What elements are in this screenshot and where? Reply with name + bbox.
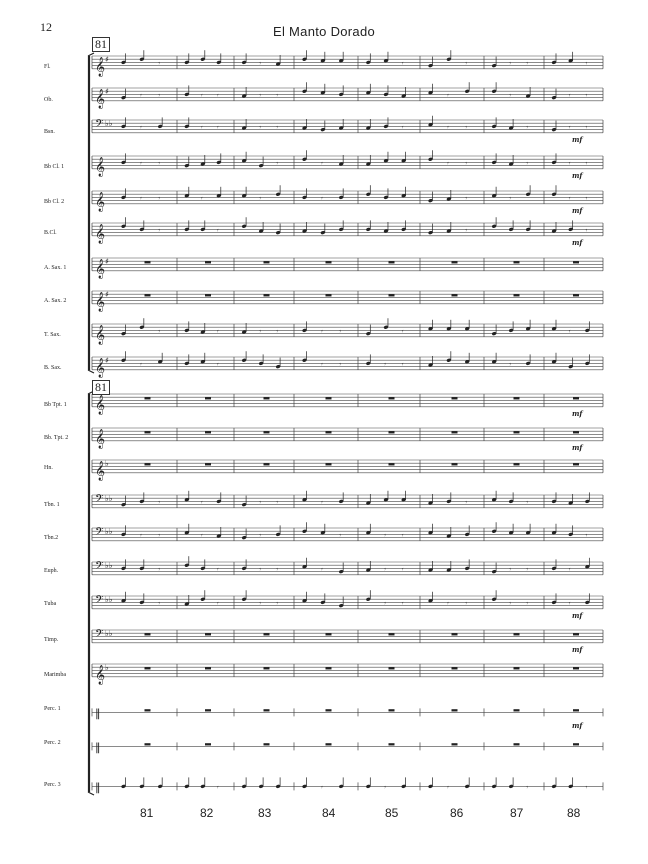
rest-icon: 𝄾 <box>401 360 404 369</box>
instrument-label: Bb Tpt. 1 <box>44 402 67 408</box>
staff-17 <box>92 590 603 609</box>
rest-icon: 𝄾 <box>158 565 161 574</box>
dynamic-marking: mf <box>572 610 583 620</box>
whole-rest-icon <box>452 709 458 711</box>
rest-icon: 𝄾 <box>401 599 404 608</box>
rest-icon: 𝄾 <box>465 599 468 608</box>
key-signature-icon: ♭ <box>105 459 109 468</box>
whole-rest-icon <box>205 463 211 465</box>
whole-rest-icon <box>573 633 579 635</box>
rest-icon: 𝄾 <box>509 91 511 100</box>
staff-13 <box>92 459 603 481</box>
instrument-label: Ob. <box>44 97 53 103</box>
rest-icon: 𝄾 <box>383 531 386 540</box>
whole-rest-icon <box>145 633 151 635</box>
clef-icon: 𝄢 <box>95 628 104 643</box>
rest-icon: 𝄾 <box>259 531 261 540</box>
key-signature-icon: ♯ <box>105 356 109 365</box>
dynamic-marking: mf <box>572 408 583 418</box>
clef-icon: 𝄢 <box>95 526 104 541</box>
rest-icon: 𝄾 <box>200 123 203 132</box>
rest-icon: 𝄾 <box>276 123 278 132</box>
rest-icon: 𝄾 <box>526 123 528 132</box>
rest-icon: 𝄾 <box>509 360 511 369</box>
rest-icon: 𝄾 <box>339 327 342 336</box>
rest-icon: 𝄾 <box>383 599 386 608</box>
instrument-label: Bb. Tpt. 2 <box>44 435 69 441</box>
whole-rest-icon <box>264 709 270 711</box>
whole-rest-icon <box>389 261 395 263</box>
whole-rest-icon <box>514 743 520 745</box>
rest-icon: 𝄾 <box>526 599 528 608</box>
whole-rest-icon <box>573 709 579 711</box>
rest-icon: 𝄾 <box>216 360 219 369</box>
clef-icon: 𝄞 <box>95 191 106 212</box>
staff-12 <box>92 428 603 449</box>
measure-number: 81 <box>140 806 154 820</box>
rest-icon: 𝄾 <box>259 327 261 336</box>
rehearsal-mark-woodwinds: 81 <box>92 37 110 52</box>
rest-icon: 𝄾 <box>465 498 468 507</box>
clef-icon: 𝄞 <box>95 291 106 312</box>
instrument-label: Bb Cl. 1 <box>44 164 65 170</box>
rest-icon: 𝄾 <box>465 226 468 235</box>
whole-rest-icon <box>514 261 520 263</box>
whole-rest-icon <box>452 294 458 296</box>
rest-icon: 𝄾 <box>383 783 386 792</box>
rest-icon: 𝄾 <box>568 599 571 608</box>
whole-rest-icon <box>326 294 332 296</box>
rest-icon: 𝄾 <box>200 194 203 203</box>
rest-icon: 𝄾 <box>585 59 588 68</box>
whole-rest-icon <box>573 294 579 296</box>
whole-rest-icon <box>145 397 151 399</box>
rest-icon: 𝄾 <box>320 194 323 203</box>
rest-icon: 𝄾 <box>526 59 528 68</box>
dynamic-marking: mf <box>572 134 583 144</box>
staff-14 <box>92 491 603 508</box>
whole-rest-icon <box>389 633 395 635</box>
rest-icon: 𝄾 <box>259 599 261 608</box>
staff-4 <box>92 150 603 177</box>
instrument-label: Bb Cl. 2 <box>44 199 65 205</box>
measure-number: 83 <box>258 806 272 820</box>
rest-icon: 𝄾 <box>465 123 468 132</box>
rest-icon: 𝄾 <box>139 159 142 168</box>
whole-rest-icon <box>145 743 151 745</box>
whole-rest-icon <box>452 743 458 745</box>
rest-icon: 𝄾 <box>568 159 571 168</box>
key-signature-icon: ♯ <box>105 87 109 96</box>
staff-15 <box>92 522 603 541</box>
rest-icon: 𝄾 <box>585 194 588 203</box>
whole-rest-icon <box>145 667 151 669</box>
rest-icon: 𝄾 <box>276 599 278 608</box>
key-signature-icon: ♭♭ <box>105 119 113 128</box>
rest-icon: 𝄾 <box>465 59 468 68</box>
rest-icon: 𝄾 <box>158 159 161 168</box>
rest-icon: 𝄾 <box>509 599 511 608</box>
key-signature-icon: ♭♭ <box>105 595 113 604</box>
staff-19 <box>92 663 603 685</box>
rest-icon: 𝄾 <box>276 498 278 507</box>
rest-icon: 𝄾 <box>276 91 278 100</box>
rest-icon: 𝄾 <box>585 91 588 100</box>
measure-number: 86 <box>450 806 464 820</box>
measure-number: 84 <box>322 806 336 820</box>
whole-rest-icon <box>573 667 579 669</box>
rest-icon: 𝄾 <box>568 327 571 336</box>
whole-rest-icon <box>573 431 579 433</box>
rest-icon: 𝄾 <box>158 59 161 68</box>
whole-rest-icon <box>514 463 520 465</box>
key-signature-icon: ♭♭ <box>105 527 113 536</box>
clef-icon: 𝄞 <box>95 258 106 279</box>
clef-icon: ‖ <box>95 740 101 754</box>
whole-rest-icon <box>573 261 579 263</box>
instrument-label: Timp. <box>44 637 59 643</box>
rest-icon: 𝄾 <box>568 194 571 203</box>
rest-icon: 𝄾 <box>200 91 203 100</box>
staff-6 <box>92 217 603 244</box>
key-signature-icon: ♯ <box>105 290 109 299</box>
rest-icon: 𝄾 <box>139 194 142 203</box>
whole-rest-icon <box>205 261 211 263</box>
instrument-label: B. Sax. <box>44 365 62 371</box>
rest-icon: 𝄾 <box>446 159 449 168</box>
staff-3 <box>92 116 603 133</box>
instrument-label: Tbn.2 <box>44 535 59 541</box>
staff-1 <box>92 50 603 77</box>
instrument-label: Perc. 1 <box>44 706 61 712</box>
whole-rest-icon <box>205 633 211 635</box>
rest-icon: 𝄾 <box>526 159 528 168</box>
clef-icon: 𝄞 <box>95 88 106 109</box>
whole-rest-icon <box>326 709 332 711</box>
rest-icon: 𝄾 <box>320 783 323 792</box>
clef-icon: 𝄞 <box>95 428 106 449</box>
whole-rest-icon <box>573 743 579 745</box>
clef-icon: 𝄞 <box>95 223 106 244</box>
rest-icon: 𝄾 <box>320 327 323 336</box>
whole-rest-icon <box>205 743 211 745</box>
rest-icon: 𝄾 <box>509 565 511 574</box>
measure-number: 85 <box>385 806 399 820</box>
whole-rest-icon <box>452 463 458 465</box>
instrument-label: Euph. <box>44 568 59 574</box>
whole-rest-icon <box>205 397 211 399</box>
whole-rest-icon <box>514 667 520 669</box>
rest-icon: 𝄾 <box>320 159 323 168</box>
dynamic-marking: mf <box>572 237 583 247</box>
clef-icon: 𝄞 <box>95 394 106 415</box>
rest-icon: 𝄾 <box>446 599 449 608</box>
staff-22 <box>92 777 603 793</box>
rest-icon: 𝄾 <box>158 226 161 235</box>
rest-icon: 𝄾 <box>585 783 588 792</box>
rest-icon: 𝄾 <box>158 531 161 540</box>
page-number: 12 <box>40 20 52 34</box>
whole-rest-icon <box>326 261 332 263</box>
whole-rest-icon <box>452 397 458 399</box>
instrument-label: Hn. <box>44 465 53 471</box>
staff-20 <box>92 706 603 719</box>
whole-rest-icon <box>326 397 332 399</box>
whole-rest-icon <box>205 431 211 433</box>
rest-icon: 𝄾 <box>276 565 278 574</box>
rest-icon: 𝄾 <box>158 327 161 336</box>
whole-rest-icon <box>514 633 520 635</box>
clef-icon: 𝄢 <box>95 594 104 609</box>
rest-icon: 𝄾 <box>216 565 219 574</box>
whole-rest-icon <box>264 667 270 669</box>
whole-rest-icon <box>389 294 395 296</box>
rest-icon: 𝄾 <box>320 565 323 574</box>
rest-icon: 𝄾 <box>526 783 528 792</box>
instrument-label: Marimba <box>44 672 66 678</box>
rest-icon: 𝄾 <box>216 599 219 608</box>
key-signature-icon: ♭♭ <box>105 561 113 570</box>
clef-icon: 𝄞 <box>95 56 106 77</box>
rest-icon: 𝄾 <box>339 360 342 369</box>
rest-icon: 𝄾 <box>158 194 161 203</box>
whole-rest-icon <box>452 667 458 669</box>
whole-rest-icon <box>452 261 458 263</box>
piece-title: El Manto Dorado <box>272 24 376 39</box>
whole-rest-icon <box>264 743 270 745</box>
whole-rest-icon <box>389 667 395 669</box>
staff-10 <box>92 351 603 378</box>
key-signature-icon: ♭♭ <box>105 494 113 503</box>
rest-icon: 𝄾 <box>276 327 278 336</box>
clef-icon: 𝄞 <box>95 324 106 345</box>
rest-icon: 𝄾 <box>259 498 261 507</box>
rest-icon: 𝄾 <box>401 123 404 132</box>
staff-18 <box>92 628 603 643</box>
rest-icon: 𝄾 <box>383 565 386 574</box>
clef-icon: 𝄢 <box>95 560 104 575</box>
whole-rest-icon <box>452 633 458 635</box>
whole-rest-icon <box>389 743 395 745</box>
whole-rest-icon <box>389 397 395 399</box>
rest-icon: 𝄾 <box>200 531 203 540</box>
rest-icon: 𝄾 <box>216 123 219 132</box>
whole-rest-icon <box>389 431 395 433</box>
whole-rest-icon <box>389 709 395 711</box>
staff-9 <box>92 318 603 345</box>
rest-icon: 𝄾 <box>139 360 142 369</box>
rest-icon: 𝄾 <box>259 59 261 68</box>
key-signature-icon: ♯ <box>105 55 109 64</box>
rehearsal-mark-brass: 81 <box>92 380 110 395</box>
whole-rest-icon <box>326 463 332 465</box>
rest-icon: 𝄾 <box>526 565 528 574</box>
staff-8 <box>92 290 603 312</box>
instrument-label: Bsn. <box>44 129 55 135</box>
rest-icon: 𝄾 <box>276 159 278 168</box>
staff-21 <box>92 740 603 753</box>
rest-icon: 𝄾 <box>339 531 342 540</box>
key-signature-icon: ♭ <box>105 663 109 672</box>
instrument-label: A. Sax. 1 <box>44 265 67 271</box>
dynamic-marking: mf <box>572 644 583 654</box>
whole-rest-icon <box>326 633 332 635</box>
measure-number: 88 <box>567 806 581 820</box>
clef-icon: 𝄞 <box>95 664 106 685</box>
whole-rest-icon <box>145 431 151 433</box>
whole-rest-icon <box>264 261 270 263</box>
staff-7 <box>92 257 603 279</box>
clef-icon: 𝄞 <box>95 460 106 481</box>
rest-icon: 𝄾 <box>401 565 404 574</box>
whole-rest-icon <box>573 397 579 399</box>
rest-icon: 𝄾 <box>259 123 261 132</box>
clef-icon: 𝄢 <box>95 493 104 508</box>
rest-icon: 𝄾 <box>446 123 449 132</box>
whole-rest-icon <box>205 709 211 711</box>
staff-5 <box>92 185 603 212</box>
rest-icon: 𝄾 <box>216 327 219 336</box>
whole-rest-icon <box>205 667 211 669</box>
whole-rest-icon <box>264 431 270 433</box>
whole-rest-icon <box>264 294 270 296</box>
instrument-label: A. Sax. 2 <box>44 298 67 304</box>
staff-2 <box>92 82 603 109</box>
rest-icon: 𝄾 <box>259 565 261 574</box>
dynamic-marking: mf <box>572 170 583 180</box>
instrument-label: T. Sax. <box>44 332 61 338</box>
rest-icon: 𝄾 <box>526 498 528 507</box>
rest-icon: 𝄾 <box>465 159 468 168</box>
rest-icon: 𝄾 <box>465 194 468 203</box>
rest-icon: 𝄾 <box>568 565 571 574</box>
whole-rest-icon <box>514 709 520 711</box>
rest-icon: 𝄾 <box>259 194 261 203</box>
rest-icon: 𝄾 <box>216 783 219 792</box>
rest-icon: 𝄾 <box>158 498 161 507</box>
rest-icon: 𝄾 <box>383 360 386 369</box>
clef-icon: ‖ <box>95 780 101 794</box>
rest-icon: 𝄾 <box>585 123 588 132</box>
instrument-label: Tuba <box>44 601 57 607</box>
measure-number: 87 <box>510 806 524 820</box>
instrument-label: Perc. 3 <box>44 782 61 788</box>
instrument-label: B.Cl. <box>44 230 57 236</box>
clef-icon: 𝄞 <box>95 357 106 378</box>
dynamic-marking: mf <box>572 442 583 452</box>
whole-rest-icon <box>326 743 332 745</box>
clef-icon: 𝄢 <box>95 118 104 133</box>
key-signature-icon: ♯ <box>105 257 109 266</box>
rest-icon: 𝄾 <box>401 59 404 68</box>
instrument-label: Fl. <box>44 64 51 70</box>
rest-icon: 𝄾 <box>216 226 219 235</box>
rest-icon: 𝄾 <box>320 360 323 369</box>
whole-rest-icon <box>145 261 151 263</box>
rest-icon: 𝄾 <box>200 498 203 507</box>
whole-rest-icon <box>326 667 332 669</box>
rest-icon: 𝄾 <box>158 91 161 100</box>
whole-rest-icon <box>514 431 520 433</box>
rest-icon: 𝄾 <box>259 91 261 100</box>
rest-icon: 𝄾 <box>158 599 161 608</box>
rest-icon: 𝄾 <box>585 531 588 540</box>
whole-rest-icon <box>145 709 151 711</box>
rest-icon: 𝄾 <box>139 531 142 540</box>
whole-rest-icon <box>514 294 520 296</box>
rest-icon: 𝄾 <box>446 783 449 792</box>
whole-rest-icon <box>205 294 211 296</box>
whole-rest-icon <box>264 463 270 465</box>
whole-rest-icon <box>514 397 520 399</box>
whole-rest-icon <box>145 294 151 296</box>
rest-icon: 𝄾 <box>568 91 571 100</box>
measure-number: 82 <box>200 806 214 820</box>
whole-rest-icon <box>264 397 270 399</box>
dynamic-marking: mf <box>572 720 583 730</box>
rest-icon: 𝄾 <box>320 498 323 507</box>
dynamic-marking: mf <box>572 205 583 215</box>
rest-icon: 𝄾 <box>446 91 449 100</box>
rest-icon: 𝄾 <box>216 91 219 100</box>
whole-rest-icon <box>573 463 579 465</box>
rest-icon: 𝄾 <box>401 531 404 540</box>
whole-rest-icon <box>264 633 270 635</box>
staff-16 <box>92 556 603 575</box>
clef-icon: ‖ <box>95 706 101 720</box>
clef-icon: 𝄞 <box>95 156 106 177</box>
whole-rest-icon <box>326 431 332 433</box>
rest-icon: 𝄾 <box>139 123 142 132</box>
rest-icon: 𝄾 <box>585 226 588 235</box>
whole-rest-icon <box>452 431 458 433</box>
whole-rest-icon <box>145 463 151 465</box>
rest-icon: 𝄾 <box>139 91 142 100</box>
rest-icon: 𝄾 <box>401 327 404 336</box>
whole-rest-icon <box>389 463 395 465</box>
rest-icon: 𝄾 <box>509 59 511 68</box>
instrument-label: Perc. 2 <box>44 740 61 746</box>
staff-11 <box>92 394 603 415</box>
instrument-label: Tbn. 1 <box>44 502 60 508</box>
rest-icon: 𝄾 <box>585 159 588 168</box>
rest-icon: 𝄾 <box>509 194 511 203</box>
rest-icon: 𝄾 <box>568 123 571 132</box>
key-signature-icon: ♭♭ <box>105 629 113 638</box>
